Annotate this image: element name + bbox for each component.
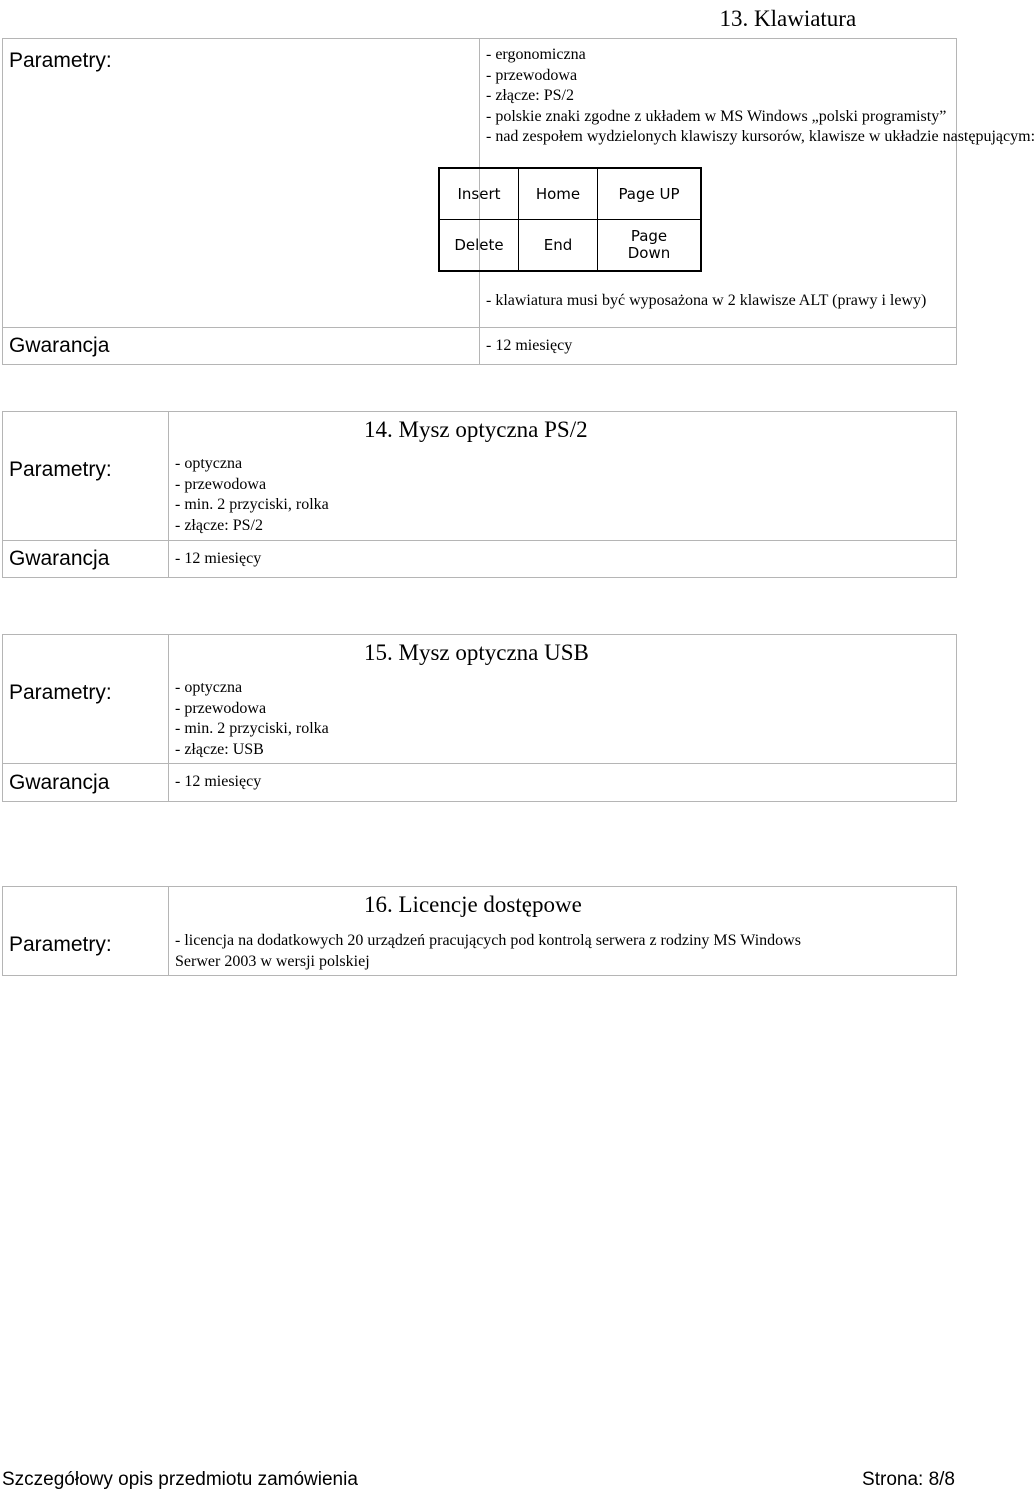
page-footer — [2, 1469, 955, 1491]
param-line: - min. 2 przyciski, rolka — [175, 720, 329, 737]
warranty-label: Gwarancja — [3, 764, 169, 802]
key-page-down — [598, 220, 702, 272]
section-16-title: 16. Licencje dostępowe — [364, 892, 582, 917]
param-line: - złącze: PS/2 — [175, 516, 263, 534]
section-15-table — [2, 634, 957, 802]
section-15-title: 15. Mysz optyczna USB — [364, 640, 589, 665]
param-line: - złącze: USB — [175, 740, 264, 758]
section-16-table — [2, 886, 957, 976]
params-label: Parametry: — [3, 635, 169, 764]
param-line: - optyczna — [175, 679, 243, 696]
footer-document-title: Szczegółowy opis przedmiotu zamówienia — [2, 1469, 358, 1490]
warranty-label: Gwarancja — [3, 541, 169, 578]
params-label: Parametry: — [3, 39, 480, 328]
param-line: - ergonomiczna — [486, 46, 586, 63]
section-14-table — [2, 411, 957, 578]
warranty-value: - 12 miesięcy — [480, 328, 957, 365]
params-label: Parametry: — [3, 412, 169, 541]
param-line: - przewodowa — [175, 475, 267, 493]
key-page-up — [598, 168, 702, 220]
param-line: - przewodowa — [486, 66, 578, 84]
key-page-down-label: Page Down — [627, 227, 671, 262]
key-layout-diagram — [438, 167, 702, 272]
footer-page-number: Strona: 8/8 — [862, 1469, 955, 1490]
param-line: Serwer 2003 w wersji polskiej — [175, 952, 370, 970]
param-line: - złącze: PS/2 — [486, 87, 574, 104]
params-value — [169, 635, 957, 764]
param-line: - min. 2 przyciski, rolka — [175, 496, 329, 513]
params-value — [169, 887, 957, 976]
warranty-value: - 12 miesięcy — [169, 541, 957, 578]
param-line: - nad zespołem wydzielonych klawiszy kursorów, klawisze w układzie następującym: — [486, 128, 1035, 145]
param-line: - klawiatura musi być wyposażona w 2 klawisze ALT (prawy i lewy) — [486, 292, 927, 309]
param-line: - polskie znaki zgodne z układem w MS Windows „polski programisty” — [486, 107, 947, 125]
params-label: Parametry: — [3, 887, 169, 976]
key-end: End — [519, 220, 598, 272]
params-value — [169, 412, 957, 541]
key-page-up-label: Page UP — [618, 184, 680, 203]
key-home: Home — [519, 168, 598, 220]
param-line: - optyczna — [175, 455, 243, 472]
warranty-value: - 12 miesięcy — [169, 764, 957, 802]
warranty-label: Gwarancja — [3, 328, 480, 365]
param-line: - licencja na dodatkowych 20 urządzeń pracujących pod kontrolą serwera z rodziny MS Windows — [175, 932, 801, 949]
section-13-title: 13. Klawiatura — [719, 6, 857, 31]
key-insert: Insert — [439, 168, 519, 220]
key-delete: Delete — [439, 220, 519, 272]
section-14-title: 14. Mysz optyczna PS/2 — [364, 417, 588, 442]
param-line: - przewodowa — [175, 699, 267, 717]
